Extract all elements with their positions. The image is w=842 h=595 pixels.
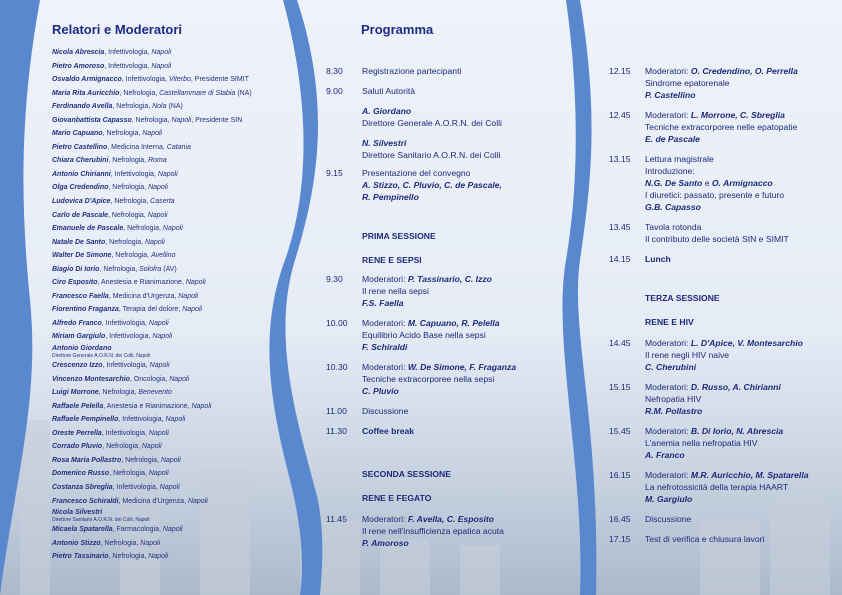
speaker-name: Francesco Schiraldi [52,497,119,505]
speaker-name: Olga Credendino [52,184,109,192]
speaker: A. Giordano [362,106,412,116]
item-text: Tecniche extracorporee nelle epatopatie [645,122,798,132]
speaker-role: , Nefrologia, [99,265,140,273]
speaker-name: Antonio Chirianni [52,170,111,178]
speaker: A. Stizzo, C. Pluvio, C. de Pascale, [362,180,502,190]
speaker-entry [52,508,282,523]
speaker-name: Nicola Abrescia [52,49,105,56]
moderators: D. Russo, A. Chirianni [690,382,781,392]
speaker-city: Catania [166,143,191,151]
speaker-city: Roma [148,157,167,165]
time: 9.00 [326,86,343,96]
item-text: Direttore Generale A.O.R.N. dei Colli [362,118,502,128]
speaker-name: Nicola Silvestri [52,509,103,517]
time: 9.15 [326,168,343,178]
time: 9.30 [326,274,343,284]
speaker-city: Castellammare di Stabia [159,89,236,97]
speaker-entry [52,87,282,101]
moderators: P. Tassinario, C. Izzo [407,274,492,284]
speaker-role: , Infettivologia, [112,483,160,491]
speaker-city: Caserta [150,198,175,206]
speaker-city: Napoli [171,116,192,124]
speaker-entry [52,141,282,155]
speakers-list [52,46,282,564]
time: 15.15 [609,382,631,392]
speaker-name: Pietro Castellino [52,143,108,151]
label: Moderatori: [362,362,408,372]
speaker-city: Napoli [148,429,169,437]
speaker-name: Luigi Morrone [52,389,99,397]
item-text: Sindrome epatorenale [645,78,730,88]
session-subtitle: RENE E SEPSI [362,255,422,265]
speaker-entry [52,413,282,427]
label: Moderatori: [362,318,408,328]
speaker-city: Solofra [139,265,162,273]
speaker-entry [52,454,282,468]
item-text: Il rene negli HIV naive [645,350,730,360]
speaker-role: , Nefrologia, [121,456,161,464]
time: 13.15 [609,154,631,164]
speaker-entry [52,427,282,441]
conjunction: e [702,178,712,188]
speaker-name: Alfredo Franco [52,319,102,327]
speaker-role: , Infettivologia, [104,62,152,70]
speaker-role: , Medicina d'Urgenza, [108,292,179,300]
speaker-entry [52,440,282,454]
speaker-city: Napoli [140,539,161,547]
item-text: Lunch [645,254,671,264]
speaker-name: Fiorentino Fraganza [52,306,119,314]
speaker-city: Napoli [149,362,170,370]
label: Moderatori: [645,66,691,76]
speaker-entry [52,195,282,209]
speaker-role: , Infettivologia, [101,319,149,327]
speaker-city: Napoli [144,238,165,246]
speaker-role: , Nefrologia, [110,198,151,206]
item-text: La nefrotossicità della terapia HAART [645,482,789,492]
speaker-city: Napoli [148,184,168,192]
item-text: Discussione [362,406,409,416]
speaker: R.M. Pollastro [645,406,703,416]
time: 14.15 [609,254,631,264]
speaker-role: , Infettivologia, [101,429,149,437]
speaker: C. Cherubini [645,362,697,372]
speaker-entry [52,249,282,263]
speaker-entry [52,373,282,387]
speaker-role: , Nefrologia, [98,389,139,397]
speaker-extra: (AV) [161,265,177,273]
speaker-role: , Infettivologia, [105,333,153,341]
speaker-entry [52,290,282,304]
speaker-name: Costanza Sbreglia [52,483,113,491]
speaker-entry [52,400,282,414]
speaker-role: , Nefrologia, [102,130,143,138]
speaker-role: , Nefrologia, [108,157,149,165]
item-text: Presentazione del convegno [362,168,471,178]
speaker-city: Napoli [148,553,169,561]
item-text: Introduzione: [645,166,695,176]
speaker-name: Giovanbattista Capasso [52,116,132,124]
speaker-name: Natale De Santo [52,238,106,246]
label: Moderatori: [645,426,691,436]
label: Moderatori: [645,110,691,120]
speaker-role: , Medicina Interna, [107,143,167,151]
speaker-entry [52,481,282,495]
speaker-role: , Nefrologia, [123,225,163,233]
item-text: L'anemia nella nefropatia HIV [645,438,758,448]
speaker-entry [52,495,282,509]
speaker: F.S. Faella [362,298,404,308]
program-column-2 [609,0,839,595]
speaker-city: Napoli [178,292,199,300]
speaker-entry [52,154,282,168]
time: 12.45 [609,110,631,120]
label: Moderatori: [362,274,408,284]
speaker-name: Mario Capuano [52,130,103,138]
speaker: P. Amoroso [362,538,409,548]
speaker-name: Osvaldo Armignacco [52,76,122,84]
time: 17.15 [609,534,631,544]
speaker-extra: (NA) [166,103,183,111]
speaker-name: Domenico Russo [52,470,110,478]
program-column-1 [326,0,576,595]
speaker-role: , Nefrologia, [105,238,145,246]
speaker-name: Crescenzo Izzo [52,362,103,370]
speaker: R. Pempinello [362,192,419,202]
speaker: G.B. Capasso [645,202,701,212]
moderators: L. D'Apice, V. Montesarchio [690,338,803,348]
speaker-name: Antonio Stizzo [52,539,101,547]
speaker-city: Napoli [148,470,169,478]
item-text: Equilibrio Acido Base nella sepsi [362,330,486,340]
speaker-entry [52,46,282,60]
speaker-entry [52,181,282,195]
speaker-role: , Nefrologia, [112,103,153,111]
time: 16.45 [609,514,631,524]
speaker-entry [52,276,282,290]
speaker-role: , Terapia del dolore, [118,306,183,314]
speaker-name: Rosa Maria Pollastro [52,456,122,464]
label: Moderatori: [645,382,691,392]
speaker-role: , Nefrologia, [108,211,148,219]
speaker-role: , Anestesia e Rianimazione, [97,279,186,287]
speaker-role: , Nefrologia, [131,116,172,124]
speaker-city: Napoli [182,306,203,314]
speaker-entry [52,100,282,114]
speaker: N. Silvestri [362,138,407,148]
speaker-entry [52,236,282,250]
time: 12.15 [609,66,631,76]
session-title: PRIMA SESSIONE [362,231,436,241]
time: 11.30 [326,426,347,436]
item-text: Test di verifica e chiusura lavori [645,534,765,544]
speaker-city: Napoli [152,333,173,341]
item-text: Tavola rotonda [645,222,702,232]
speaker-role: , Nefrologia, [102,443,142,451]
speaker-role: Direttore Sanitario A.O.R.N. dei Colli, Napoli [52,517,150,524]
moderators: O. Credendino, O. Perrella [690,66,798,76]
speaker-role: , Oncologia, [129,375,170,383]
speaker-city: Napoli [191,402,212,410]
item-text: I diuretici: passato, presente e futuro [645,190,785,200]
time: 8.30 [326,66,343,76]
speaker-city: Napoli [159,483,180,491]
time: 15.45 [609,426,631,436]
speaker: O. Armignacco [711,178,773,188]
label: Moderatori: [362,514,408,524]
speaker-entry [52,467,282,481]
speaker-city: Napoli [160,456,181,464]
speaker-city: Napoli [187,497,208,505]
speaker-role: , Nefrologia, [108,553,149,561]
speaker-role: , Nefrologia, [108,184,149,192]
speaker-role: , Nefrologia, [109,470,149,478]
speaker-entry [52,330,282,344]
speaker-role: , Infettivologia, [104,49,152,56]
speaker-city: Avellino [151,252,176,260]
item-text: Il rene nella sepsi [362,286,429,296]
speaker-entry [52,317,282,331]
speakers-panel [52,0,282,595]
speaker-role: , Infettivologia, [102,362,150,370]
moderators: L. Morrone, C. Sbreglia [690,110,785,120]
speaker-entry [52,114,282,128]
speaker-name: Vincenzo Montesarchio [52,375,130,383]
speaker-name: Antonio Giordano [52,345,112,353]
speaker-city: Napoli [148,319,169,327]
speaker-name: Pietro Amoroso [52,62,105,70]
moderators: M. Capuano, R. Pelella [407,318,500,328]
label: Moderatori: [645,470,691,480]
time: 11.45 [326,514,347,524]
session-subtitle: RENE E HIV [645,317,694,327]
speaker: E. de Pascale [645,134,700,144]
speaker-entry [52,537,282,551]
speaker-role: , Infettivologia, [121,76,169,84]
item-text: Lettura magistrale [645,154,714,164]
speaker-entry [52,168,282,182]
speaker-name: Pietro Tassinario [52,553,109,561]
item-text: Discussione [645,514,692,524]
speaker: N.G. De Santo [645,178,703,188]
speaker-name: Ferdinando Avella [52,103,113,111]
speaker-name: Ciro Esposito [52,279,98,287]
item-text: Tecniche extracorporee nella sepsi [362,374,495,384]
session-title: TERZA SESSIONE [645,293,720,303]
speaker-entry [52,60,282,74]
moderators: M.R. Auricchio, M. Spatarella [690,470,809,480]
speaker-name: Ludovica D'Apice [52,198,111,206]
speaker: F. Schiraldi [362,342,408,352]
speaker-city: Napoli [142,130,163,138]
speaker-name: Chiara Cherubini [52,157,109,165]
speaker-name: Carlo de Pascale [52,211,109,219]
speaker: C. Pluvio [362,386,399,396]
speaker-extra: , Presidente SIN [191,116,243,124]
speaker-role: , Nefrologia, [111,252,152,260]
speaker-name: Walter De Simone [52,252,112,260]
speaker-name: Micaela Spatarella [52,526,113,534]
speaker-city: Napoli [165,416,186,424]
speaker-name: Biagio Di Iorio [52,265,100,273]
speaker: M. Gargiulo [645,494,693,504]
item-text: Il contributo delle società SIN e SIMIT [645,234,789,244]
speaker-role: , Medicina d'Urgenza, [118,497,188,505]
speaker-city: Benevento [138,389,172,397]
speaker-entry [52,386,282,400]
speaker-entry [52,263,282,277]
speaker-name: Raffaele Pelella [52,402,104,410]
speaker-city: Napoli [157,170,178,178]
speaker-role: Direttore Generale A.O.R.N. dei Colli, Napoli [52,353,151,360]
time: 10.00 [326,318,348,328]
speaker-city: Napoli [151,49,172,56]
speaker-role: , Anestesia e Rianimazione, [103,402,192,410]
program-title: Programma [361,22,434,37]
speaker-city: Napoli [162,225,183,233]
speaker-entry [52,523,282,537]
moderators: W. De Simone, F. Fraganza [407,362,517,372]
time: 10.30 [326,362,348,372]
speaker-name: Miriam Gargiulo [52,333,106,341]
speaker-city: Napoli [162,526,183,534]
speaker-city: Napoli [185,279,206,287]
session-title: SECONDA SESSIONE [362,469,451,479]
speaker-city: Napoli [147,211,168,219]
item-text: Il rene nell'insufficienza epatica acuta [362,526,504,536]
time: 14.45 [609,338,631,348]
item-text: Nefropatia HIV [645,394,702,404]
time: 13.45 [609,222,631,232]
label: Moderatori: [645,338,691,348]
speaker-role: , Farmacologia, [112,526,163,534]
speaker-name: Oreste Perrella [52,429,102,437]
item-text: Registrazione partecipanti [362,66,462,76]
speaker-extra: (NA) [235,89,252,97]
speaker-name: Francesco Faella [52,292,109,300]
speaker-entry [52,359,282,373]
item-text: Direttore Sanitario A.O.R.N. dei Colli [362,150,501,160]
speaker-city: Viterbo [168,76,191,84]
time: 16.15 [609,470,631,480]
speaker-entry [52,209,282,223]
speaker-role: , Nefrologia, [119,89,160,97]
speaker-entry [52,222,282,236]
speaker: A. Franco [645,450,685,460]
speaker-entry [52,344,282,359]
speaker-name: Corrado Pluvio [52,443,103,451]
speaker-entry [52,127,282,141]
speaker-entry [52,550,282,564]
session-subtitle: RENE E FEGATO [362,493,432,503]
speaker-city: Napoli [169,375,190,383]
speaker-name: Raffaele Pempinello [52,416,119,424]
speaker: P. Castellino [645,90,696,100]
speaker-role: , Infettivologia, [118,416,166,424]
speaker-entry [52,73,282,87]
moderators: B. Di Iorio, N. Abrescia [690,426,784,436]
moderators: F. Avella, C. Esposito [407,514,494,524]
speakers-title: Relatori e Moderatori [52,22,183,37]
speaker-role: , Infettivologia, [110,170,158,178]
item-text: Coffee break [362,426,415,436]
item-text: Saluti Autorità [362,86,416,96]
speaker-name: Maria Rita Auricchio [52,89,120,97]
time: 11.00 [326,406,347,416]
speaker-city: Napoli [141,443,162,451]
speaker-extra: , Presidente SIMIT [190,76,249,84]
speaker-entry [52,303,282,317]
speaker-role: , Nefrologia, [100,539,141,547]
speaker-name: Emanuele de Pascale [52,225,124,233]
speaker-city: Napoli [151,62,172,70]
speaker-city: Nola [152,103,167,111]
